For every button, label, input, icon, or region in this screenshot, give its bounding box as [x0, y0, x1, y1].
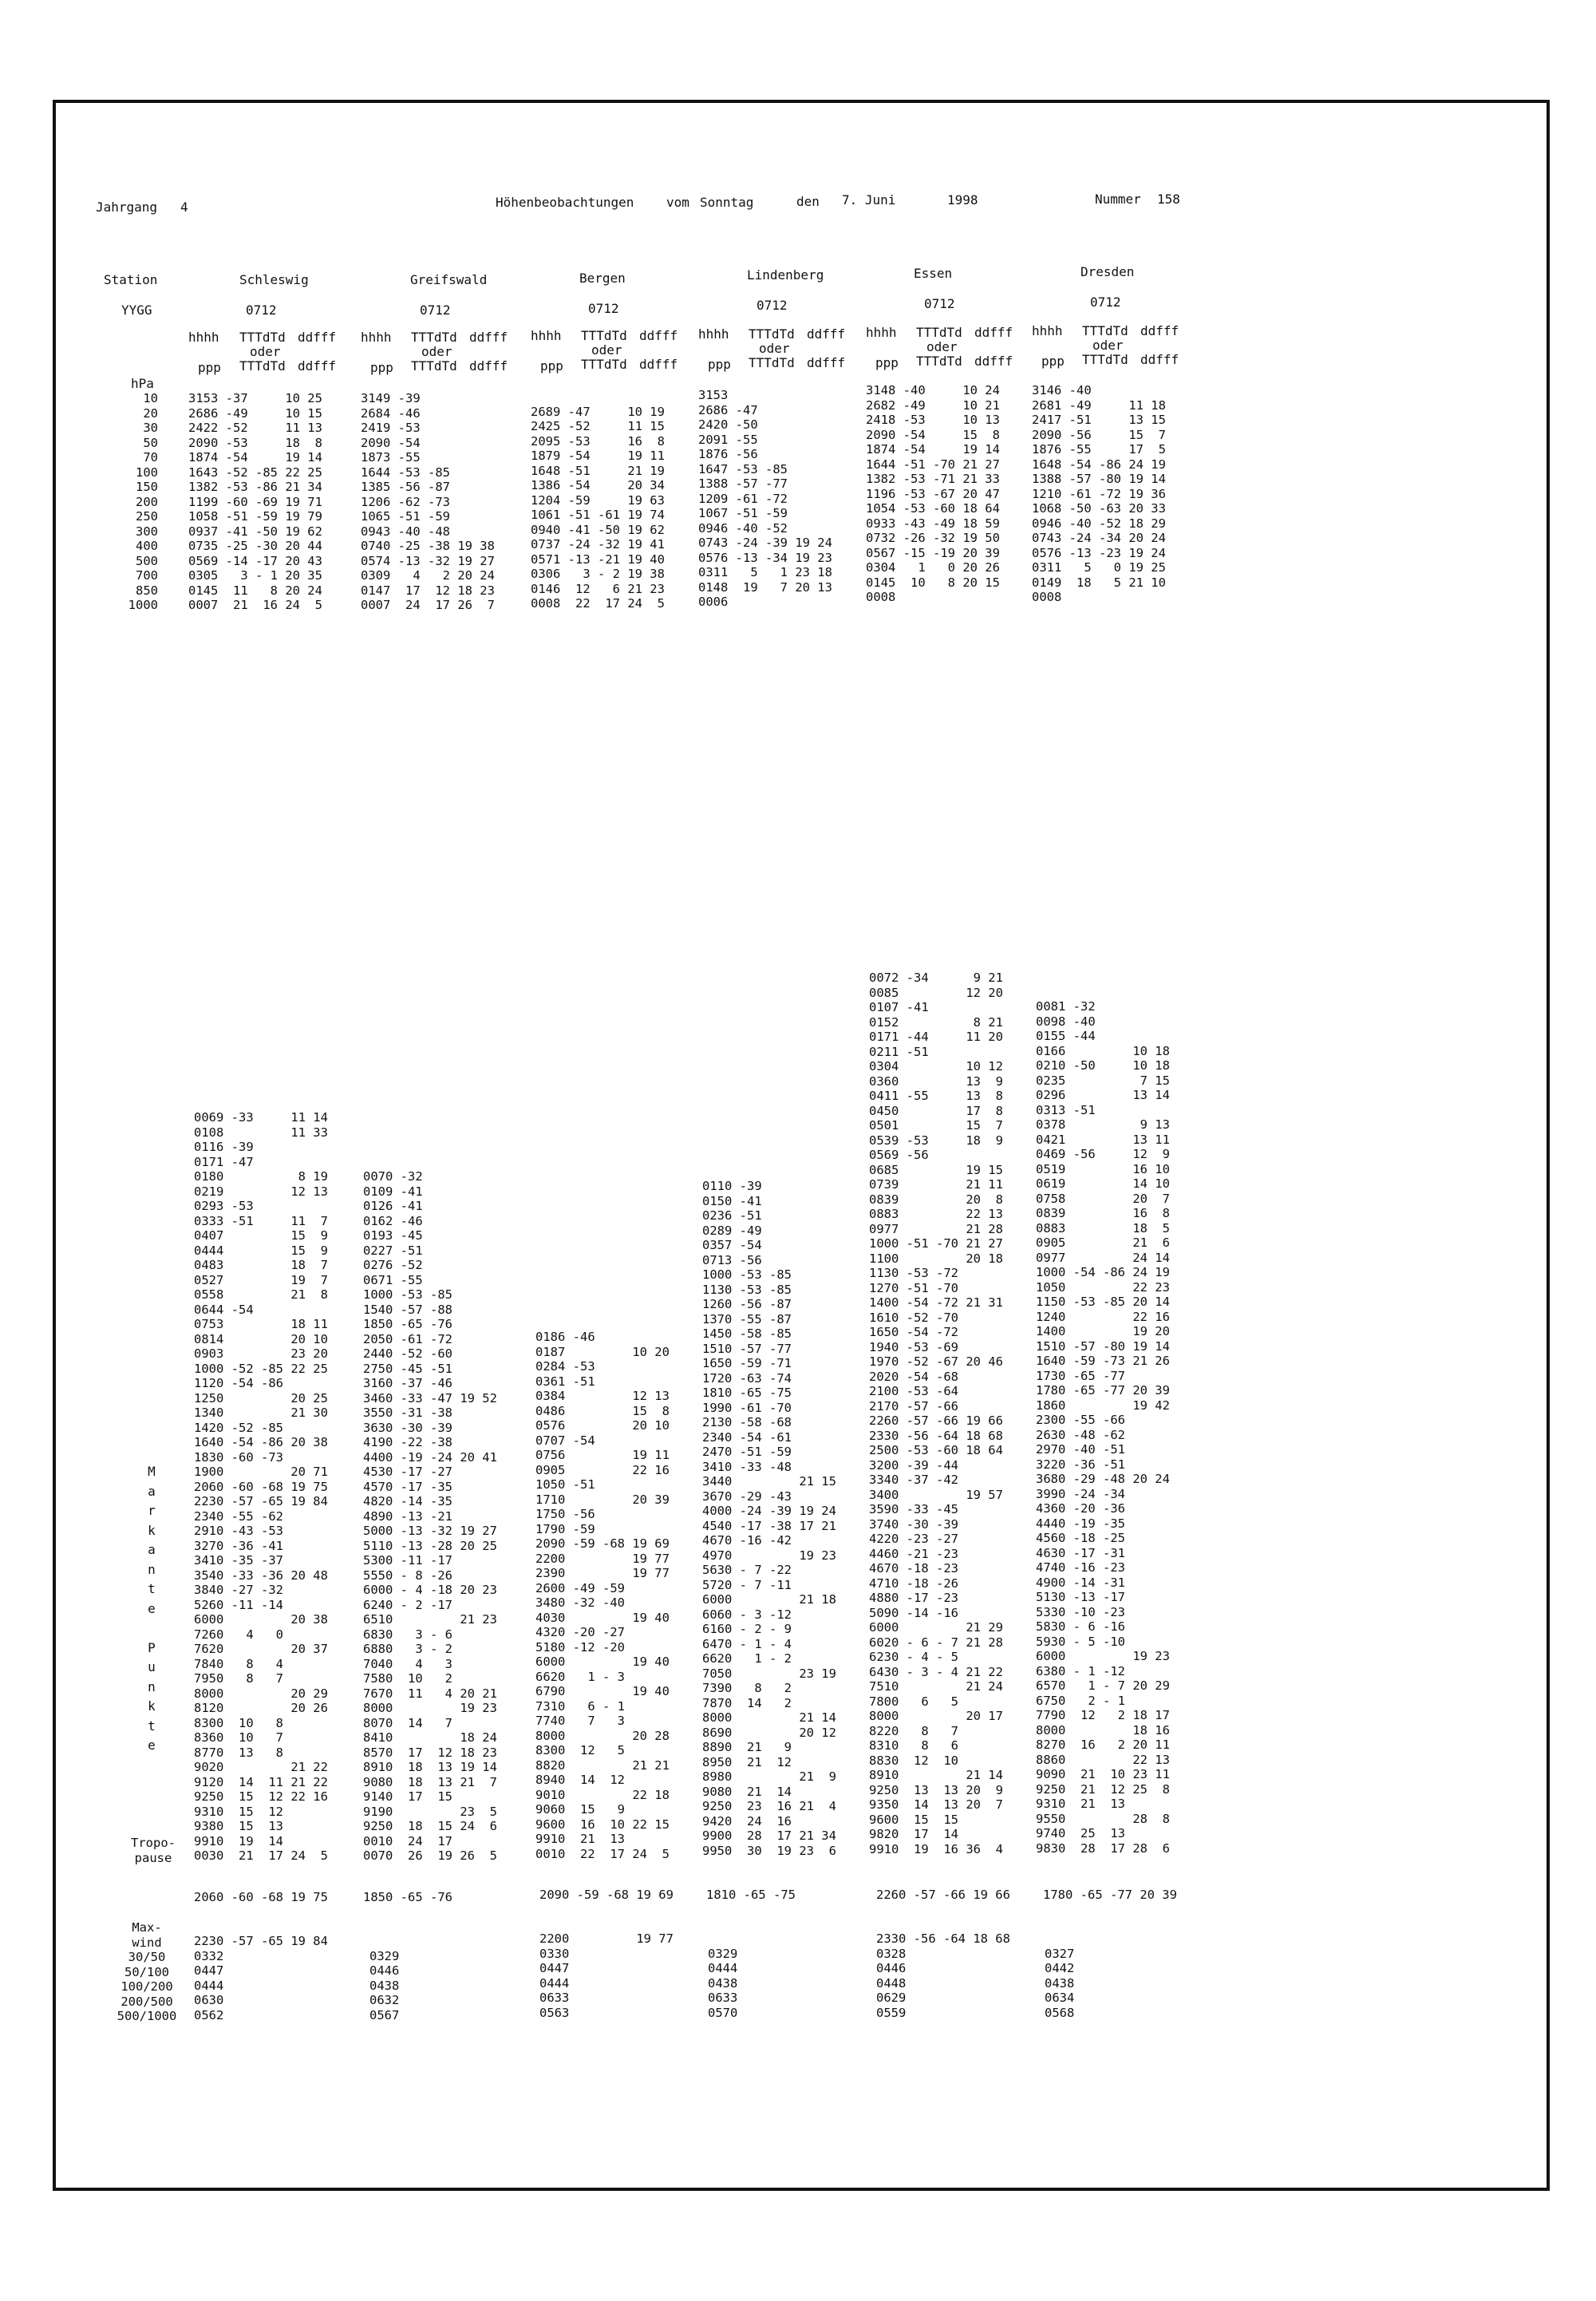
- col-head-oder: oder: [759, 341, 790, 356]
- den-label: den: [796, 194, 820, 209]
- yygg-value: 0712: [588, 301, 619, 316]
- jahrgang-number: 4: [180, 200, 188, 215]
- col-head-ddfff-2: ddfff: [469, 358, 508, 374]
- yygg-label: YYGG: [121, 302, 152, 318]
- standard-levels: 3153 -37 10 25 2686 -49 10 15 2422 -52 11 13 2090 -53 18 8 1874 -54 19 14 1643 -52 -85 22 25 1382 -53 -86 21 34 1199 -60 -69 19 71 1058 -51 -59 19 79 0937 -41 -50 19 62 0735 -25 -30 20 44 0569 -14 -17 20 43 0305 3 - 1 20 35 0145 11 8 20 24 0007 21 16 24 5: [188, 391, 322, 612]
- col-head-oder: oder: [421, 344, 452, 359]
- yygg-value: 0712: [757, 298, 788, 313]
- significant-points: 0110 -39 0150 -41 0236 -51 0289 -49 0357 -54 0713 -56 1000 -53 -85 1130 -53 -85 1260 -56 -87 1370 -55 -87 1450 -58 -85 1510 -57 -77 1650 -59 -71 1720 -63 -74 1810 -65 -75 1990 -61 -70 2130 -58 -68 2340 -54 -61 2470 -51 -59 3410 -33 -48 3440 21 15 3670 -29 -43 4000 -24 -39 19 24 4540 -17 -38 17 21 4670 -16 -42 4970 19 23 5630 - 7 -22 5720 - 7 -11 6000 21 18 6060 - 3 -12 6160 - 2 - 9 6470 - 1 - 4 6620 1 - 2 7050 23 19 7390 8 2 7870 14 2 8000 21 14 8690 20 12 8890 21 9 8950 21 12 8980 21 9 9080 21 14 9250 23 16 21 4 9420 24 16 9900 28 17 21 34 9950 30 19 23 6: [702, 1179, 836, 1858]
- col-head-ddfff: ddfff: [1140, 323, 1179, 338]
- yygg-value: 0712: [1090, 295, 1121, 310]
- col-head-ppp: ppp: [198, 360, 221, 375]
- standard-levels: 3146 -40 2681 -49 11 18 2417 -51 13 15 2090 -56 15 7 1876 -55 17 5 1648 -54 -86 24 19 1388 -57 -80 19 14 1210 -61 -72 19 36 1068 -50 -63 20 33 0946 -40 -52 18 29 0743 -24 -34 20 24 0576 -13 -23 19 24 0311 5 0 19 25 0149 18 5 21 10 0008: [1032, 383, 1166, 604]
- station-name: Dresden: [1080, 264, 1135, 279]
- vom-label: vom: [666, 195, 689, 210]
- significant-points: 0081 -32 0098 -40 0155 -44 0166 10 18 0210 -50 10 18 0235 7 15 0296 13 14 0313 -51 0378 9 13 0421 13 11 0469 -56 12 9 0519 16 10 0619 14 10 0758 20 7 0839 16 8 0883 18 5 0905 21 6 0977 24 14 1000 -54 -86 24 19 1050 22 23 1150 -53 -85 20 14 1240 22 16 1400 19 20 1510 -57 -80 19 14 1640 -59 -73 21 26 1730 -65 -77 1780 -65 -77 20 39 1860 19 42 2300 -55 -66 2630 -48 -62 2970 -40 -51 3220 -36 -51 3680 -29 -48 20 24 3990 -24 -34 4360 -20 -36 4440 -19 -35 4560 -18 -25 4630 -17 -31 4740 -16 -23 4900 -14 -31 5130 -13 -17 5330 -10 -23 5830 - 6 -16 5930 - 5 -10 6000 19 23 6380 - 1 -12 6570 1 - 7 20 29 6750 2 - 1 7790 12 2 18 17 8000 18 16 8270 16 2 20 11 8860 22 13 9090 21 10 23 11 9250 21 12 25 8 9310 21 13 9550 28 8 9740 25 13 9830 28 17 28 6: [1036, 999, 1170, 1856]
- year: 1998: [947, 192, 978, 208]
- col-head-tttdtd-2: TTTdTd: [916, 354, 962, 369]
- col-head-ddfff-2: ddfff: [298, 358, 337, 374]
- markante-punkte-label: M a r k a n t e P u n k t e: [148, 1464, 156, 1753]
- station-name: Greifswald: [410, 272, 488, 287]
- pressure-level-list: 10 20 30 50 70 100 150 200 250 300 400 500 700 850 1000: [128, 391, 158, 612]
- yygg-value: 0712: [420, 302, 451, 318]
- station-name: Lindenberg: [747, 267, 824, 283]
- tropopause: 1850 -65 -76: [363, 1890, 452, 1904]
- col-head-ppp: ppp: [875, 355, 899, 370]
- standard-levels: 3149 -39 2684 -46 2419 -53 2090 -54 1873 -55 1644 -53 -85 1385 -56 -87 1206 -62 -73 1065 -51 -59 0943 -40 -48 0740 -25 -38 19 38 0574 -13 -32 19 27 0309 4 2 20 24 0147 17 12 18 23 0007 24 17 26 7: [361, 391, 495, 612]
- col-head-hhhh: hhhh: [188, 330, 219, 345]
- col-head-ddfff-2: ddfff: [639, 357, 678, 372]
- col-head-ppp: ppp: [708, 357, 731, 372]
- tropopause: 2060 -60 -68 19 75: [194, 1890, 328, 1904]
- col-head-oder: oder: [926, 339, 958, 354]
- col-head-tttdtd: TTTdTd: [1082, 323, 1128, 338]
- col-head-tttdtd: TTTdTd: [749, 326, 795, 342]
- col-head-ddfff: ddfff: [469, 330, 508, 345]
- col-head-tttdtd-2: TTTdTd: [1082, 352, 1128, 367]
- col-head-tttdtd-2: TTTdTd: [411, 358, 457, 374]
- max-wind: 2200 19 77 0330 0447 0444 0633 0563: [539, 1931, 674, 2020]
- col-head-oder: oder: [591, 342, 622, 358]
- hpa-label: hPa: [131, 376, 154, 391]
- tropopause: 1810 -65 -75: [706, 1888, 796, 1902]
- standard-levels: 3148 -40 10 24 2682 -49 10 21 2418 -53 10 13 2090 -54 15 8 1874 -54 19 14 1644 -51 -70 21 27 1382 -53 -71 21 33 1196 -53 -67 20 47 1054 -53 -60 18 64 0933 -43 -49 18 59 0732 -26 -32 19 50 0567 -15 -19 20 39 0304 1 0 20 26 0145 10 8 20 15 0008: [866, 383, 1000, 604]
- date: 7. Juni: [842, 192, 896, 208]
- standard-levels: 3153 2686 -47 2420 -50 2091 -55 1876 -56 1647 -53 -85 1388 -57 -77 1209 -61 -72 1067 -51 -59 0946 -40 -52 0743 -24 -39 19 24 0576 -13 -34 19 23 0311 5 1 23 18 0148 19 7 20 13 0006: [698, 388, 832, 609]
- yygg-value: 0712: [924, 296, 955, 311]
- col-head-tttdtd: TTTdTd: [239, 330, 286, 345]
- col-head-hhhh: hhhh: [698, 326, 729, 342]
- nummer: 158: [1157, 192, 1180, 207]
- col-head-ddfff-2: ddfff: [1140, 352, 1179, 367]
- col-head-ddfff-2: ddfff: [974, 354, 1013, 369]
- significant-points: 0186 -46 0187 10 20 0284 -53 0361 -51 0384 12 13 0486 15 8 0576 20 10 0707 -54 0756 19 11 0905 22 16 1050 -51 1710 20 39 1750 -56 1790 -59 2090 -59 -68 19 69 2200 19 77 2390 19 77 2600 -49 -59 3480 -32 -40 4030 19 40 4320 -20 -27 5180 -12 -20 6000 19 40 6620 1 - 3 6790 19 40 7310 6 - 1 7740 7 3 8000 20 28 8300 12 5 8820 21 21 8940 14 12 9010 22 18 9060 15 9 9600 16 10 22 15 9910 21 13 0010 22 17 24 5: [535, 1330, 670, 1861]
- station-label: Station: [104, 272, 158, 287]
- col-head-ddfff: ddfff: [974, 325, 1013, 340]
- tropopause: 2090 -59 -68 19 69: [539, 1888, 674, 1902]
- col-head-hhhh: hhhh: [1032, 323, 1063, 338]
- col-head-oder: oder: [1092, 338, 1124, 353]
- station-name: Bergen: [579, 271, 626, 286]
- standard-levels: 2689 -47 10 19 2425 -52 11 15 2095 -53 16 8 1879 -54 19 11 1648 -51 21 19 1386 -54 20 34 1204 -59 19 63 1061 -51 -61 19 74 0940 -41 -50 19 62 0737 -24 -32 19 41 0571 -13 -21 19 40 0306 3 - 2 19 38 0146 12 6 21 23 0008 22 17 24 5: [531, 404, 665, 611]
- col-head-ddfff-2: ddfff: [807, 355, 846, 370]
- col-head-tttdtd-2: TTTdTd: [581, 357, 627, 372]
- max-wind: 0327 0442 0438 0634 0568: [1045, 1946, 1075, 2020]
- significant-points: 0072 -34 9 21 0085 12 20 0107 -41 0152 8 21 0171 -44 11 20 0211 -51 0304 10 12 0360 13 9 0411 -55 13 8 0450 17 8 0501 15 7 0539 -53 18 9 0569 -56 0685 19 15 0739 21 11 0839 20 8 0883 22 13 0977 21 28 1000 -51 -70 21 27 1100 20 18 1130 -53 -72 1270 -51 -70 1400 -54 -72 21 31 1610 -52 -70 1650 -54 -72 1940 -53 -69 1970 -52 -67 20 46 2020 -54 -68 2100 -53 -64 2170 -57 -66 2260 -57 -66 19 66 2330 -56 -64 18 68 2500 -53 -60 18 64 3200 -39 -44 3340 -37 -42 3400 19 57 3590 -33 -45 3740 -30 -39 4220 -23 -27 4460 -21 -23 4670 -18 -23 4710 -18 -26 4880 -17 -23 5090 -14 -16 6000 21 29 6020 - 6 - 7 21 28 6230 - 4 - 5 6430 - 3 - 4 21 22 7510 21 24 7800 6 5 8000 20 17 8220 8 7 8310 8 6 8830 12 10 8910 21 14 9250 13 13 20 9 9350 14 13 20 7 9600 15 15 9820 17 14 9910 19 16 36 4: [869, 971, 1003, 1856]
- weekday: Sonntag: [700, 195, 754, 210]
- max-wind: 2230 -57 -65 19 84 0332 0447 0444 0630 0562: [194, 1934, 328, 2022]
- col-head-ddfff: ddfff: [639, 328, 678, 343]
- jahrgang-label: Jahrgang: [96, 200, 158, 215]
- col-head-tttdtd: TTTdTd: [581, 328, 627, 343]
- significant-points: 0070 -32 0109 -41 0126 -41 0162 -46 0193 -45 0227 -51 0276 -52 0671 -55 1000 -53 -85 1540 -57 -88 1850 -65 -76 2050 -61 -72 2440 -52 -60 2750 -45 -51 3160 -37 -46 3460 -33 -47 19 52 3550 -31 -38 3630 -30 -39 4190 -22 -38 4400 -19 -24 20 41 4530 -17 -27 4570 -17 -35 4820 -14 -35 4890 -13 -21 5000 -13 -32 19 27 5110 -13 -28 20 25 5300 -11 -17 5550 - 8 -26 6000 - 4 -18 20 23 6240 - 2 -17 6510 21 23 6830 3 - 6 6880 3 - 2 7040 4 3 7580 10 2 7670 11 4 20 21 8000 19 23 8070 14 7 8410 18 24 8570 17 12 18 23 8910 18 13 19 14 9080 18 13 21 7 9140 17 15 9190 23 5 9250 18 15 24 6 0010 24 17 0070 26 19 26 5: [363, 1169, 497, 1863]
- col-head-tttdtd: TTTdTd: [411, 330, 457, 345]
- col-head-ppp: ppp: [370, 360, 393, 375]
- max-wind: 0329 0444 0438 0633 0570: [708, 1946, 738, 2020]
- max-wind: 2330 -56 -64 18 68 0328 0446 0448 0629 0559: [876, 1931, 1010, 2020]
- significant-points: 0069 -33 11 14 0108 11 33 0116 -39 0171 -47 0180 8 19 0219 12 13 0293 -53 0333 -51 11 7 0407 15 9 0444 15 9 0483 18 7 0527 19 7 0558 21 8 0644 -54 0753 18 11 0814 20 10 0903 23 20 1000 -52 -85 22 25 1120 -54 -86 1250 20 25 1340 21 30 1420 -52 -85 1640 -54 -86 20 38 1830 -60 -73 1900 20 71 2060 -60 -68 19 75 2230 -57 -65 19 84 2340 -55 -62 2910 -43 -53 3270 -36 -41 3410 -35 -37 3540 -33 -36 20 48 3840 -27 -32 5260 -11 -14 6000 20 38 7260 4 0 7620 20 37 7840 8 4 7950 8 7 8000 20 29 8120 20 26 8300 10 8 8360 10 7 8770 13 8 9020 21 22 9120 14 11 21 22 9250 15 12 22 16 9310 15 12 9380 15 13 9910 19 14 0030 21 17 24 5: [194, 1110, 328, 1863]
- page-title: Höhenbeobachtungen: [496, 195, 634, 210]
- col-head-oder: oder: [250, 344, 281, 359]
- col-head-tttdtd-2: TTTdTd: [239, 358, 286, 374]
- col-head-ddfff: ddfff: [807, 326, 846, 342]
- tropopause: 1780 -65 -77 20 39: [1043, 1888, 1177, 1902]
- col-head-ddfff: ddfff: [298, 330, 337, 345]
- tropopause: 2260 -57 -66 19 66: [876, 1888, 1010, 1902]
- max-wind: 0329 0446 0438 0632 0567: [369, 1948, 400, 2022]
- col-head-ppp: ppp: [1041, 354, 1065, 369]
- station-name: Essen: [914, 266, 953, 281]
- col-head-tttdtd: TTTdTd: [916, 325, 962, 340]
- tropopause-label: Tropo- pause: [131, 1836, 176, 1865]
- col-head-tttdtd-2: TTTdTd: [749, 355, 795, 370]
- yygg-value: 0712: [246, 302, 277, 318]
- col-head-hhhh: hhhh: [531, 328, 562, 343]
- col-head-hhhh: hhhh: [361, 330, 392, 345]
- maxwind-label: Max- wind 30/50 50/100 100/200 200/500 500/1000: [117, 1920, 177, 2023]
- station-name: Schleswig: [239, 272, 309, 287]
- col-head-hhhh: hhhh: [866, 325, 897, 340]
- nummer-label: Nummer: [1095, 192, 1141, 207]
- col-head-ppp: ppp: [540, 358, 563, 374]
